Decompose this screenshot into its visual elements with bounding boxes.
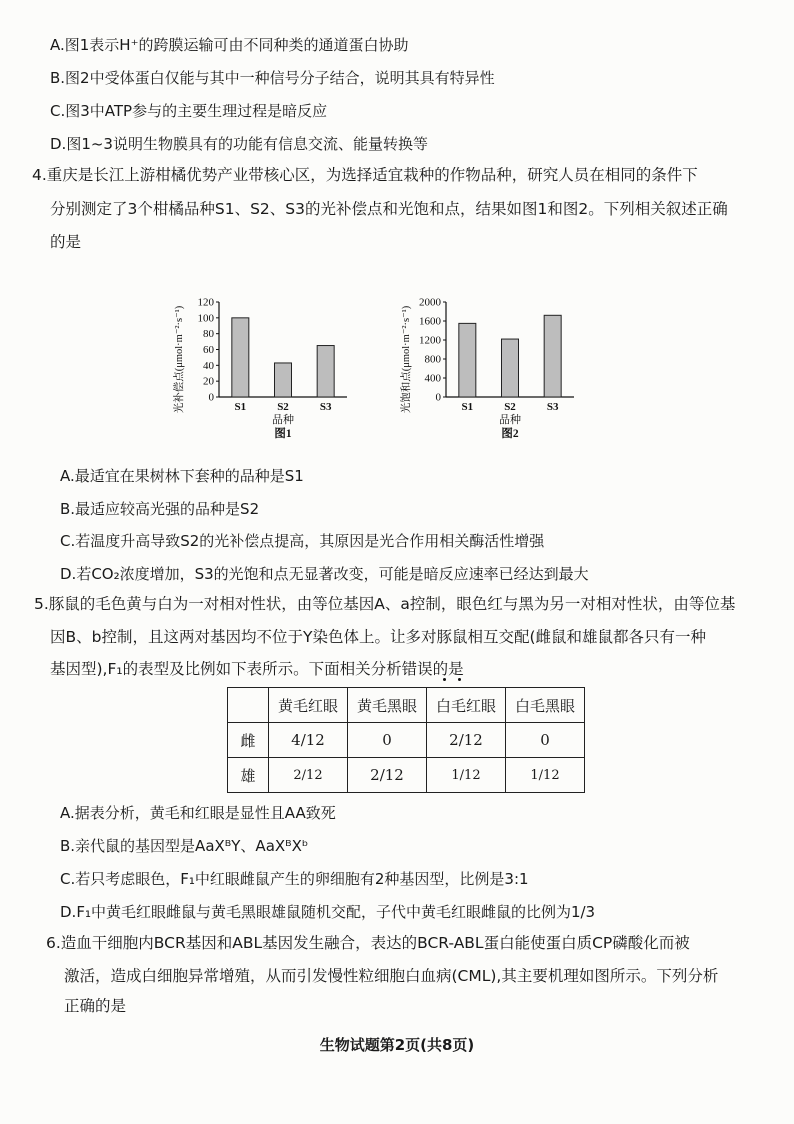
q4-option-c: C.若温度升高导致S2的光补偿点提高，其原因是光合作用相关酶活性增强 (60, 532, 545, 550)
y-tick-label: 1600 (419, 315, 441, 328)
page-footer: 生物试题第2页(共8页) (319, 1036, 475, 1054)
q5-stem-line1: 5.豚鼠的毛色黄与白为一对相对性状，由等位基因A、a控制，眼色红与黑为另一对相对性状，由等位基 (34, 595, 736, 613)
x-axis-label: 品种 (499, 414, 521, 426)
bar (502, 339, 519, 397)
bar (275, 363, 292, 397)
x-tick-label: S3 (319, 401, 332, 413)
x-tick-label: S2 (277, 401, 289, 413)
table-cell: 4/12 (269, 723, 348, 758)
q4-option-a: A.最适宜在果树林下套种的品种是S1 (60, 467, 304, 485)
table-cell: 1/12 (427, 758, 506, 793)
q4-option-d: D.若CO₂浓度增加，S3的光饱和点无显著改变，可能是暗反应速率已经达到最大 (60, 565, 589, 583)
x-tick-label: S2 (504, 401, 516, 413)
bar (459, 323, 476, 397)
y-axis-label: 光补偿点(μmol·m⁻²·s⁻¹) (174, 305, 185, 414)
y-tick-label: 60 (203, 344, 214, 356)
figure-2-chart (392, 284, 592, 454)
x-axis-label: 品种 (272, 414, 294, 426)
y-tick-label: 40 (203, 359, 214, 372)
q3-option-b: B.图2中受体蛋白仅能与其中一种信号分子结合，说明其具有特异性 (50, 69, 495, 87)
figure-1-chart (165, 284, 365, 454)
phenotype-table (227, 687, 585, 793)
y-tick-label: 20 (203, 375, 214, 388)
q4-stem-line1: 4.重庆是长江上游柑橘优势产业带核心区，为选择适宜栽种的作物品种，研究人员在相同的条件下 (32, 166, 698, 184)
q4-option-b: B.最适应较高光强的品种是S2 (60, 500, 260, 518)
q5-option-b: B.亲代鼠的基因型是AaXᴮY、AaXᴮXᵇ (60, 837, 309, 855)
table-header-cell: 白毛黑眼 (506, 688, 585, 723)
x-tick-label: S1 (234, 401, 247, 413)
table-row-label: 雄 (228, 758, 269, 793)
bar (317, 346, 334, 397)
y-tick-label: 800 (424, 353, 441, 366)
q6-stem-line1: 6.造血干细胞内BCR基因和ABL基因发生融合，表达的BCR-ABL蛋白能使蛋白质CP磷酸化而被 (46, 934, 690, 952)
table-cell: 2/12 (269, 758, 348, 793)
q4-stem-line3: 的是 (50, 233, 82, 251)
q6-stem-line2: 激活，造成白细胞异常增殖，从而引发慢性粒细胞白血病(CML),其主要机理如图所示。下列分析 (64, 967, 719, 985)
table-header-cell: 黄毛红眼 (269, 688, 348, 723)
q6-stem-line3: 正确的是 (64, 997, 127, 1015)
table-header-row (228, 688, 585, 723)
y-tick-label: 80 (203, 328, 214, 341)
table-header-cell: 白毛红眼 (427, 688, 506, 723)
emphasis-dots (440, 678, 464, 684)
q5-option-a: A.据表分析，黄毛和红眼是显性且AA致死 (60, 804, 336, 822)
y-tick-label: 120 (197, 296, 214, 309)
bar (544, 315, 561, 397)
table-cell: 2/12 (348, 758, 427, 793)
y-tick-label: 1200 (419, 334, 441, 347)
x-tick-label: S1 (461, 401, 474, 413)
chart-title: 图1 (274, 428, 292, 440)
table-cell: 1/12 (506, 758, 585, 793)
table-cell: 0 (506, 723, 585, 758)
table-row (228, 723, 585, 758)
q5-stem-line2: 因B、b控制，且这两对基因均不位于Y染色体上。让多对豚鼠相互交配(雌鼠和雄鼠都各只有一种 (50, 628, 706, 646)
table-row-label: 雌 (228, 723, 269, 758)
q4-stem-line2: 分别测定了3个柑橘品种S1、S2、S3的光补偿点和光饱和点，结果如图1和图2。下列相关叙述正确 (50, 200, 728, 218)
table-cell: 0 (348, 723, 427, 758)
y-axis-label: 光饱和点(μmol·m⁻²·s⁻¹) (401, 305, 412, 414)
q3-option-c: C.图3中ATP参与的主要生理过程是暗反应 (50, 102, 328, 120)
y-tick-label: 0 (435, 391, 441, 404)
q3-option-d: D.图1~3说明生物膜具有的功能有信息交流、能量转换等 (50, 135, 428, 153)
q5-option-d: D.F₁中黄毛红眼雌鼠与黄毛黑眼雄鼠随机交配，子代中黄毛红眼雌鼠的比例为1/3 (60, 903, 596, 921)
table-row (228, 758, 585, 793)
table-header-cell: 黄毛黑眼 (348, 688, 427, 723)
table-cell: 2/12 (427, 723, 506, 758)
y-tick-label: 2000 (419, 296, 441, 309)
chart-title: 图2 (501, 428, 519, 440)
table-corner-cell (228, 688, 269, 723)
y-tick-label: 100 (197, 312, 214, 325)
q5-option-c: C.若只考虑眼色，F₁中红眼雌鼠产生的卵细胞有2种基因型，比例是3:1 (60, 870, 529, 888)
x-tick-label: S3 (546, 401, 559, 413)
q3-option-a: A.图1表示H⁺的跨膜运输可由不同种类的通道蛋白协助 (50, 36, 409, 54)
q5-stem-line3: 基因型),F₁的表型及比例如下表所示。下面相关分析错误的是 (50, 660, 464, 678)
y-tick-label: 0 (208, 391, 214, 404)
bar (232, 318, 249, 397)
y-tick-label: 400 (424, 372, 441, 385)
